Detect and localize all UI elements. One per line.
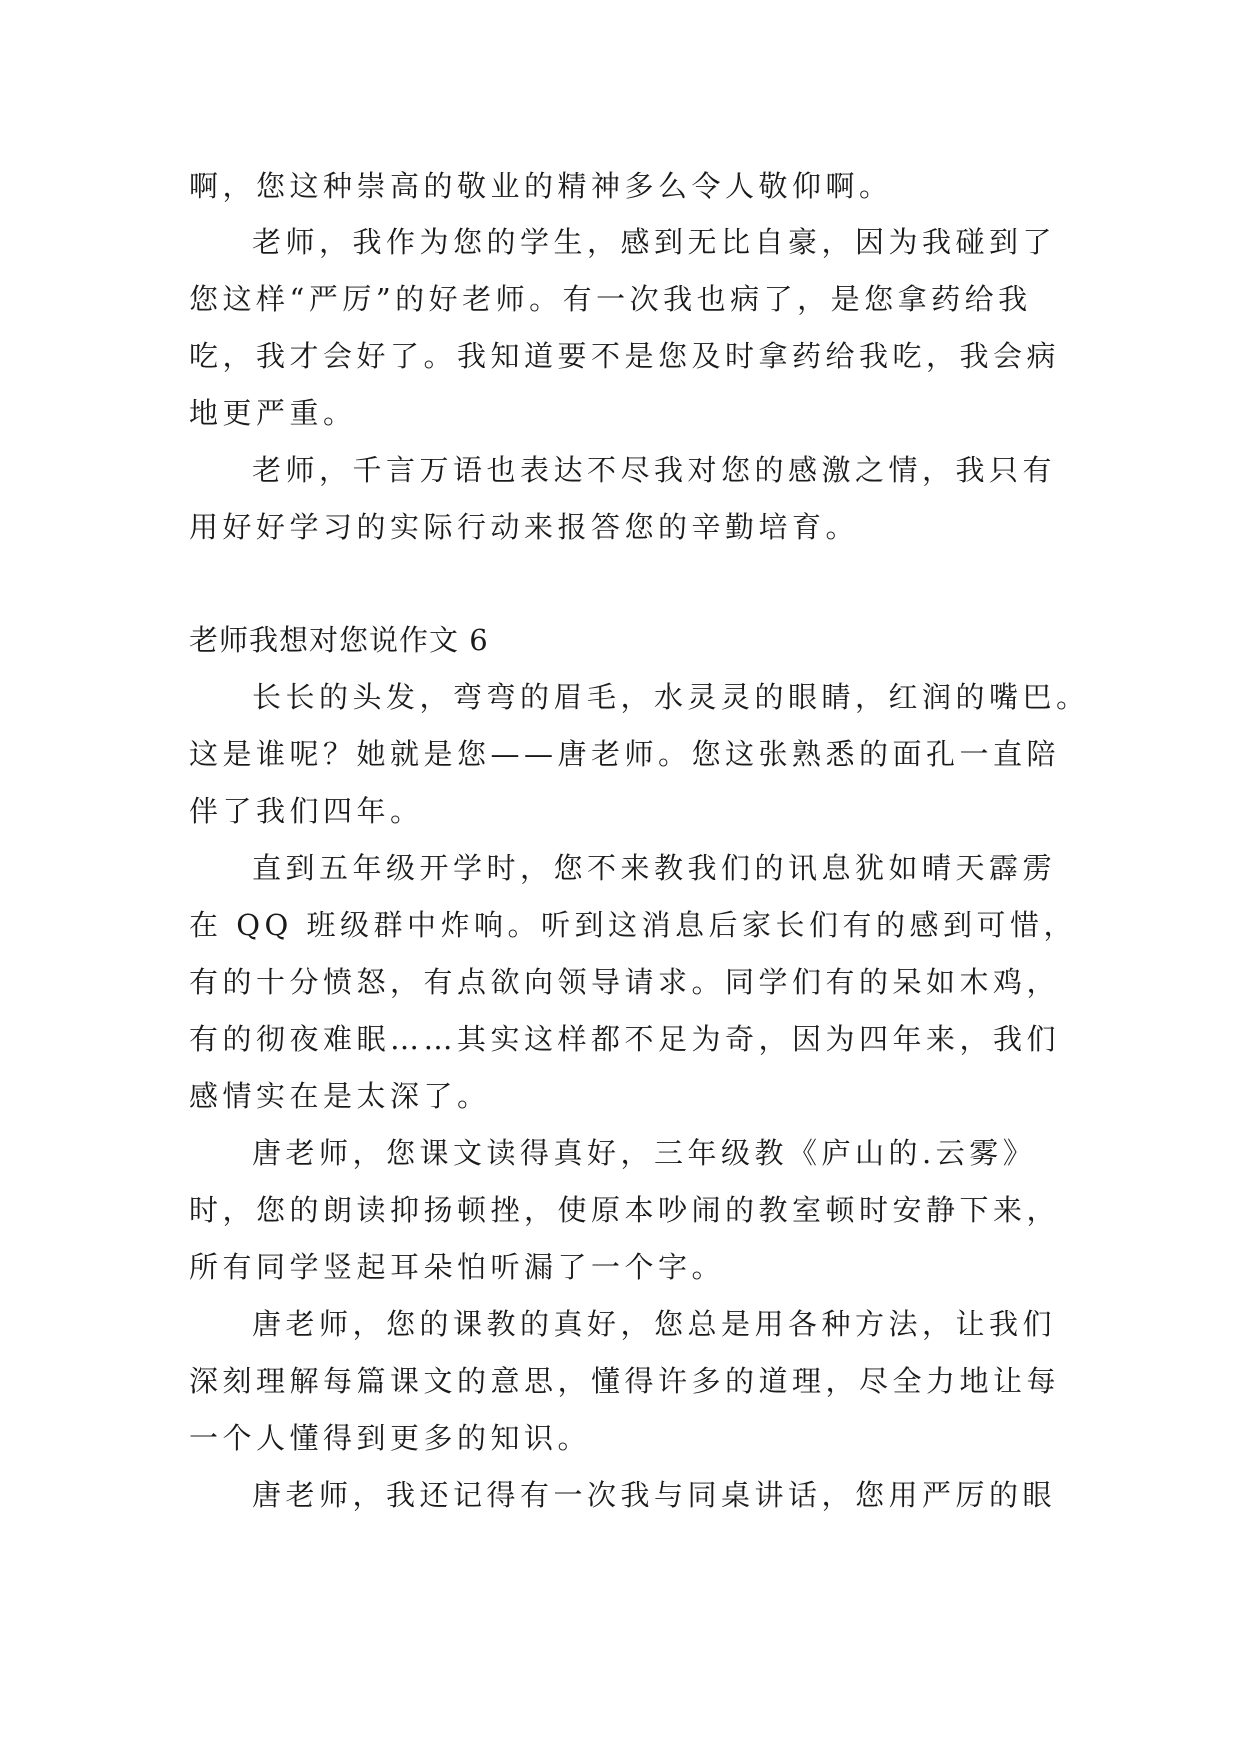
text-line: 啊，您这种崇高的敬业的精神多么令人敬仰啊。 — [189, 169, 893, 203]
paragraph-start-line: 唐老师，您的课教的真好，您总是用各种方法，让我们 — [252, 1307, 1057, 1341]
text-line: 吃，我才会好了。我知道要不是您及时拿药给我吃，我会病 — [189, 339, 1061, 373]
text-line: 您这样“严厉”的好老师。有一次我也病了，是您拿药给我 — [189, 282, 1032, 316]
paragraph-start-line: 直到五年级开学时，您不来教我们的讯息犹如晴天霹雳 — [252, 851, 1057, 885]
text-line: 这是谁呢？她就是您——唐老师。您这张熟悉的面孔一直陪 — [189, 737, 1061, 771]
text-line: 地更严重。 — [189, 396, 357, 430]
text-line: 有的十分愤怒，有点欲向领导请求。同学们有的呆如木鸡， — [189, 965, 1061, 999]
paragraph-start-line: 唐老师，您课文读得真好，三年级教《庐山的.云雾》 — [252, 1136, 1037, 1170]
text-line: 所有同学竖起耳朵怕听漏了一个字。 — [189, 1250, 726, 1284]
text-line: 时，您的朗读抑扬顿挫，使原本吵闹的教室顿时安静下来， — [189, 1193, 1061, 1227]
text-line: 一个人懂得到更多的知识。 — [189, 1421, 592, 1455]
paragraph-start-line: 老师，我作为您的学生，感到无比自豪，因为我碰到了 — [252, 225, 1057, 259]
text-line: 在 QQ 班级群中炸响。听到这消息后家长们有的感到可惜， — [189, 908, 1077, 942]
text-line: 深刻理解每篇课文的意思，懂得许多的道理，尽全力地让每 — [189, 1364, 1061, 1398]
paragraph-start-line: 唐老师，我还记得有一次我与同桌讲话，您用严厉的眼 — [252, 1478, 1057, 1512]
paragraph-start-line: 老师，千言万语也表达不尽我对您的感激之情，我只有 — [252, 453, 1057, 487]
paragraph-start-line: 长长的头发，弯弯的眉毛，水灵灵的眼睛，红润的嘴巴。 — [252, 680, 1090, 714]
text-line: 感情实在是太深了。 — [189, 1079, 491, 1113]
text-line: 用好好学习的实际行动来报答您的辛勤培育。 — [189, 510, 860, 544]
text-line: 伴了我们四年。 — [189, 794, 424, 828]
section-heading: 老师我想对您说作文 6 — [189, 623, 489, 657]
text-line: 有的彻夜难眠……其实这样都不足为奇，因为四年来，我们 — [189, 1022, 1061, 1056]
